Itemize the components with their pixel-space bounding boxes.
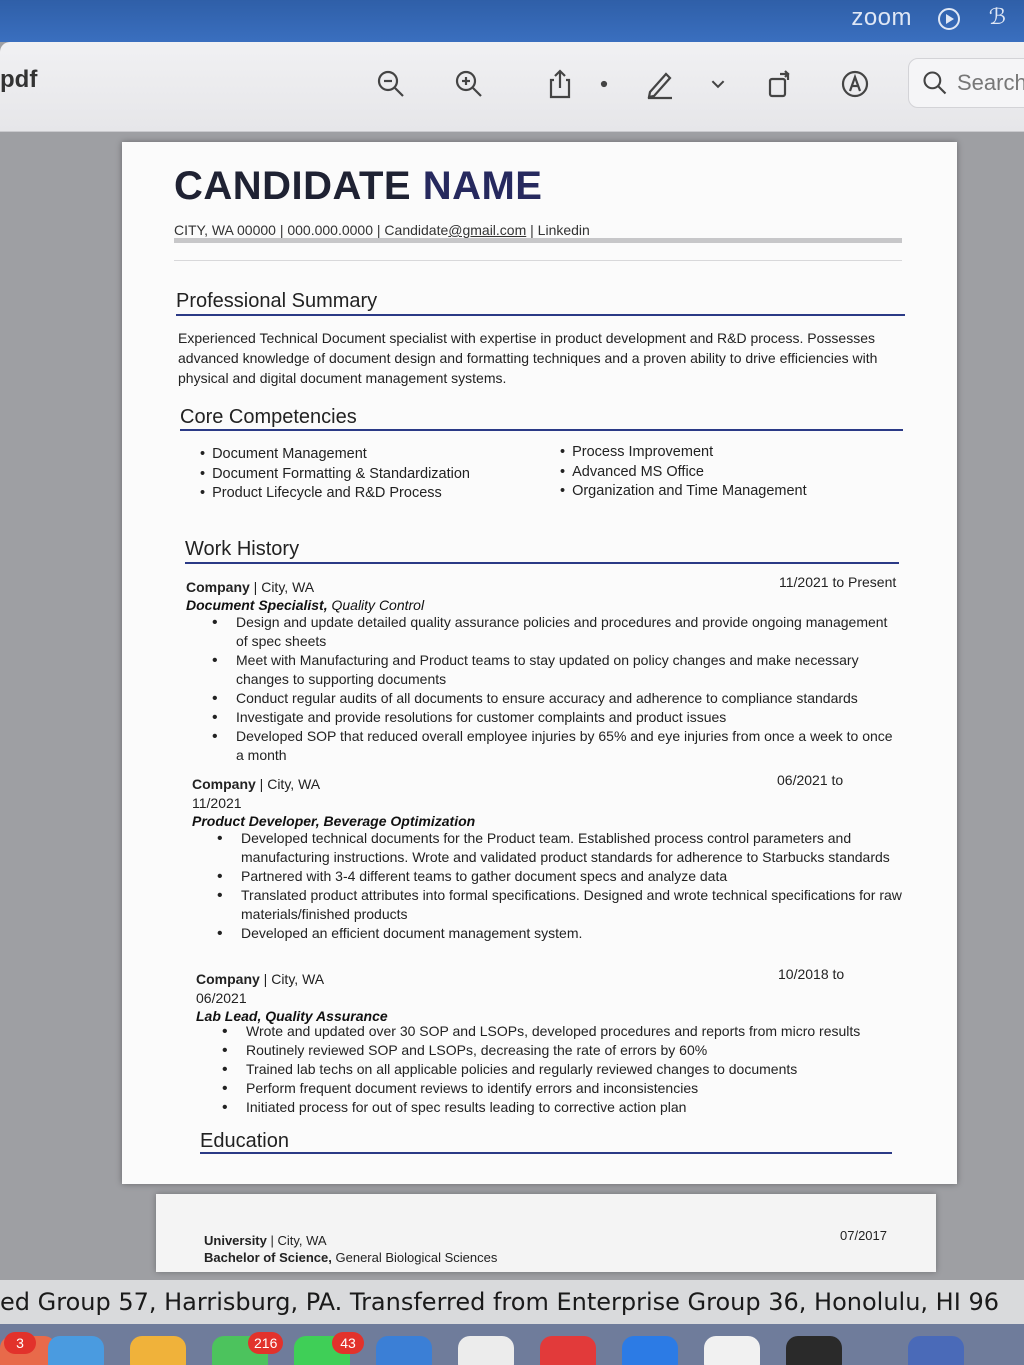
job-bullet: • Conduct regular audits of all documents to ensure accuracy and adherence to compliance standards — [212, 689, 902, 708]
education-school — [204, 1233, 327, 1248]
zoom-out-icon — [375, 68, 407, 100]
degree-field: General Biological Sciences — [331, 1250, 498, 1265]
job-bullet: • Developed an efficient document management system. — [217, 924, 902, 943]
school-location: | City, WA — [266, 1233, 327, 1248]
contact-line — [174, 222, 590, 238]
search-icon — [921, 68, 949, 98]
competency-item: • Document Formatting & Standardization — [200, 465, 470, 485]
search-field[interactable] — [908, 58, 1024, 108]
education-heading: Education — [200, 1130, 289, 1152]
job-title — [186, 597, 424, 613]
dock — [0, 1324, 1024, 1365]
job-bullet: • Design and update detailed quality assurance policies and procedures and provide ongoing management of spec sheets — [212, 613, 902, 651]
competencies-rule — [180, 429, 903, 431]
caption-ticker — [0, 1280, 1024, 1324]
company-name: Company — [186, 579, 250, 595]
competencies-right-list — [560, 443, 807, 502]
job-dept: Quality Control — [327, 597, 425, 613]
markup-dropdown-button[interactable] — [703, 64, 733, 104]
ticker-text: ed Group 57, Harrisburg, PA. Transferred from Enterprise Group 36, Honolulu, HI 96 — [0, 1288, 999, 1316]
notification-badge: 3 — [4, 1332, 36, 1354]
candidate-name — [174, 164, 542, 209]
document-title: pdf — [0, 66, 38, 93]
contact-email-link[interactable]: @gmail.com — [448, 222, 527, 238]
preview-toolbar — [0, 42, 1024, 132]
company-name: Company — [192, 776, 256, 792]
zoom-app-label[interactable]: zoom — [851, 4, 912, 31]
summary-text: Experienced Technical Document specialist with expertise in product development and R&D process. Possesses advanced knowledge of document design and formatting techniques and a proven ability to drive efficiencies with physical and digital document management systems. — [178, 330, 878, 386]
job-date: 06/2021 to — [777, 772, 844, 788]
summary-heading: Professional Summary — [176, 290, 378, 312]
menu-bar — [0, 0, 1024, 42]
job-date: 11/2021 to Present — [779, 574, 897, 590]
summary-rule — [176, 314, 905, 316]
competencies-heading: Core Competencies — [180, 406, 357, 428]
contact-prefix: CITY, WA 00000 | 000.000.0000 | Candidate — [174, 222, 449, 238]
company-location: | City, WA — [259, 971, 325, 987]
notification-badge: 43 — [332, 1332, 364, 1354]
competency-item: • Product Lifecycle and R&D Process — [200, 484, 470, 504]
play-icon[interactable] — [938, 8, 960, 30]
share-icon — [544, 68, 576, 100]
search-input[interactable] — [957, 70, 1024, 96]
job-bullet: • Translated product attributes into formal specifications. Designed and wrote technical specifications for raw materials/finished products — [217, 886, 902, 924]
competency-item: • Organization and Time Management — [560, 482, 807, 502]
toolbar-separator-dot — [594, 64, 614, 104]
competencies-left-list — [200, 445, 470, 504]
degree-name: Bachelor of Science, — [204, 1250, 332, 1265]
name-last: NAME — [422, 164, 543, 208]
zoom-out-button[interactable] — [371, 64, 411, 104]
chevron-down-icon — [703, 68, 733, 100]
job-role: Document Specialist, — [186, 597, 328, 613]
markup-pen-button[interactable] — [640, 64, 680, 104]
contact-suffix: | Linkedin — [526, 222, 590, 238]
job-bullet: • Meet with Manufacturing and Product teams to stay updated on policy changes and make necessary changes to supporting documents — [212, 651, 902, 689]
rotate-icon — [764, 68, 796, 100]
dock-app-icon[interactable] — [130, 1336, 186, 1365]
education-date: 07/2017 — [840, 1228, 887, 1243]
notification-badge: 216 — [248, 1332, 283, 1354]
annotate-button[interactable] — [835, 64, 875, 104]
competency-item: • Advanced MS Office — [560, 463, 807, 483]
job-bullet: • Partnered with 3-4 different teams to gather document specs and analyze data — [217, 867, 902, 886]
dock-app-icon[interactable] — [458, 1336, 514, 1365]
dock-app-icon[interactable] — [540, 1336, 596, 1365]
share-button[interactable] — [540, 64, 580, 104]
rotate-button[interactable] — [760, 64, 800, 104]
job-bullet: • Wrote and updated over 30 SOP and LSOPs, developed procedures and reports from micro results — [222, 1022, 902, 1041]
dock-app-icon[interactable] — [786, 1336, 842, 1365]
job-bullets — [217, 829, 902, 943]
job-date: 10/2018 to — [778, 966, 845, 982]
dock-app-icon[interactable] — [48, 1336, 104, 1365]
job-bullet: • Routinely reviewed SOP and LSOPs, decreasing the rate of errors by 60% — [222, 1041, 902, 1060]
dock-app-icon[interactable] — [704, 1336, 760, 1365]
job-role: Lab Lead, Quality Assurance — [196, 1008, 388, 1024]
dock-app-icon[interactable] — [376, 1336, 432, 1365]
pen-icon — [644, 68, 676, 100]
document-page-2 — [156, 1194, 936, 1272]
header-divider — [174, 238, 902, 243]
zoom-in-icon — [453, 68, 485, 100]
company-name: Company — [196, 971, 260, 987]
job-role: Product Developer, Beverage Optimization — [192, 813, 476, 829]
job-bullet: • Perform frequent document reviews to identify errors and inconsistencies — [222, 1079, 902, 1098]
job-bullets — [222, 1022, 902, 1117]
job-date-end: 11/2021 — [192, 795, 242, 811]
document-page — [122, 142, 957, 1184]
job-bullet: • Initiated process for out of spec results leading to corrective action plan — [222, 1098, 902, 1117]
job-bullet: • Developed technical documents for the Product team. Established process control parameters and manufacturing instructions. Wrote and validated product standards for adherence to Starbucks standards — [217, 829, 902, 867]
work-history-heading: Work History — [185, 538, 300, 560]
dock-app-icon[interactable] — [212, 1335, 278, 1365]
dock-app-icon[interactable] — [622, 1336, 678, 1365]
job-bullet: • Developed SOP that reduced overall employee injuries by 65% and eye injuries from once a week to once a month — [212, 727, 902, 765]
header-divider-thin — [174, 260, 902, 261]
job-company — [186, 579, 314, 595]
dock-app-icon[interactable] — [294, 1335, 356, 1365]
job-bullet: • Trained lab techs on all applicable policies and regularly reviewed changes to documents — [222, 1060, 902, 1079]
education-degree — [204, 1250, 497, 1265]
job-bullets — [212, 613, 902, 765]
school-name: University — [204, 1233, 267, 1248]
company-location: | City, WA — [249, 579, 315, 595]
zoom-in-button[interactable] — [449, 64, 489, 104]
competency-item: • Process Improvement — [560, 443, 807, 463]
job-date-end: 06/2021 — [196, 990, 247, 1006]
job-bullet: • Investigate and provide resolutions for customer complaints and product issues — [212, 708, 902, 727]
annotate-icon — [839, 68, 871, 100]
work-history-rule — [185, 562, 899, 564]
company-location: | City, WA — [255, 776, 321, 792]
bluetooth-icon[interactable]: ℬ — [988, 4, 1006, 29]
name-first: CANDIDATE — [174, 164, 412, 208]
dock-app-icon[interactable] — [908, 1336, 964, 1365]
job-company — [196, 971, 324, 987]
job-title — [192, 813, 475, 829]
job-company — [192, 776, 320, 792]
education-rule — [200, 1152, 892, 1154]
competency-item: • Document Management — [200, 445, 470, 465]
